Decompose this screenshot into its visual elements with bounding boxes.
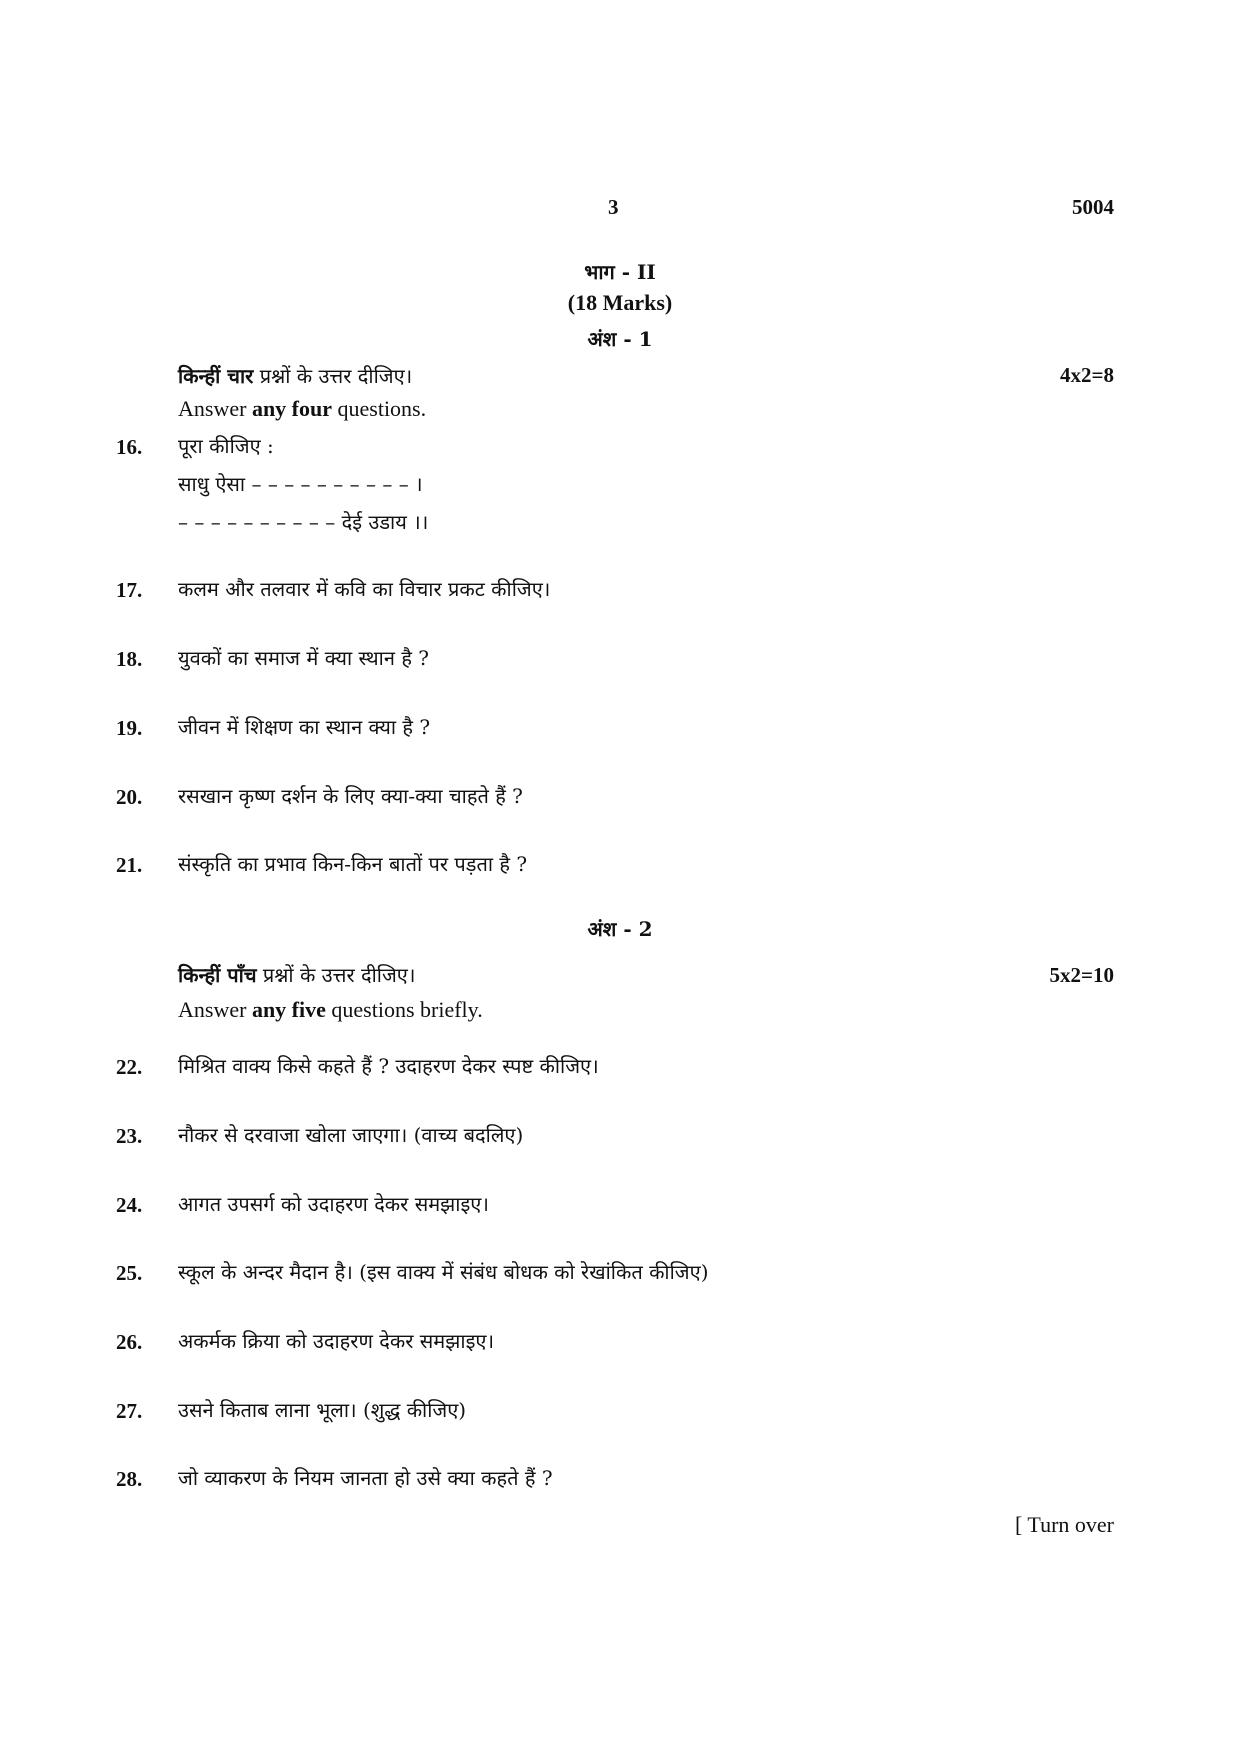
section2-instruction-en-bold: any five	[251, 997, 326, 1022]
section1-instruction-en-bold: any four	[251, 396, 332, 421]
question-text: कलम और तलवार में कवि का विचार प्रकट कीजिए।	[178, 577, 551, 601]
section2-instruction-hi	[178, 961, 415, 988]
question-number: 24.	[116, 1193, 143, 1217]
section2-instruction-hi-bold: किन्हीं पाँच	[178, 963, 257, 987]
section2-title: अंश - 2	[587, 917, 653, 941]
section1-title: अंश - 1	[587, 327, 653, 351]
question-number: 25.	[116, 1261, 143, 1285]
section1-instruction-hi-bold: किन्हीं चार	[178, 364, 254, 388]
question-number: 16.	[116, 435, 143, 459]
section1-instruction-en-pre: Answer	[178, 396, 252, 421]
question-text: स्कूल के अन्दर मैदान है। (इस वाक्य में संबंध बोधक को रेखांकित कीजिए)	[178, 1260, 709, 1284]
section2-instruction-en-pre: Answer	[178, 997, 252, 1022]
question-number: 26.	[116, 1330, 143, 1354]
question-number: 28.	[116, 1467, 143, 1491]
question-number: 17.	[116, 578, 143, 602]
question-text: जीवन में शिक्षण का स्थान क्या है ?	[178, 715, 431, 739]
question-text: आगत उपसर्ग को उदाहरण देकर समझाइए।	[178, 1192, 489, 1216]
section2-instruction-en-post: questions briefly.	[325, 997, 483, 1022]
question-text: युवकों का समाज में क्या स्थान है ?	[178, 646, 430, 670]
question-number: 20.	[116, 785, 143, 809]
section2-instruction-en	[178, 997, 483, 1023]
section1-instruction-hi	[178, 362, 412, 389]
question-text: रसखान कृष्ण दर्शन के लिए क्या-क्या चाहते हैं ?	[178, 784, 523, 808]
question-number: 27.	[116, 1399, 143, 1423]
section2-instruction-hi-rest: प्रश्नों के उत्तर दीजिए।	[256, 963, 416, 987]
q16-line1: पूरा कीजिए :	[178, 434, 274, 458]
paper-code: 5004	[1072, 195, 1114, 219]
part-title: भाग - II	[584, 260, 656, 284]
question-number: 23.	[116, 1124, 143, 1148]
section1-marks: 4x2=8	[1060, 363, 1114, 387]
page-number: 3	[608, 195, 619, 219]
q16-line3: – – – – – – – – – – देई उडाय ।।	[178, 510, 429, 534]
question-text: जो व्याकरण के नियम जानता हो उसे क्या कहते हैं ?	[178, 1466, 553, 1490]
q16-line2: साधु ऐसा – – – – – – – – – – ।	[178, 472, 423, 496]
question-text: संस्कृति का प्रभाव किन-किन बातों पर पड़ता है ?	[178, 852, 528, 876]
question-text: मिश्रित वाक्य किसे कहते हैं ? उदाहरण देकर स्पष्ट कीजिए।	[178, 1054, 599, 1078]
question-number: 22.	[116, 1055, 143, 1079]
turn-over-note: [ Turn over	[1014, 1512, 1114, 1537]
section1-instruction-hi-rest: प्रश्नों के उत्तर दीजिए।	[253, 364, 413, 388]
question-number: 18.	[116, 647, 143, 671]
question-number: 19.	[116, 716, 143, 740]
question-text: उसने किताब लाना भूला। (शुद्ध कीजिए)	[178, 1398, 467, 1422]
section1-instruction-en-post: questions.	[332, 396, 427, 421]
question-number: 21.	[116, 853, 143, 877]
part-marks: (18 Marks)	[567, 290, 673, 315]
question-text: नौकर से दरवाजा खोला जाएगा। (वाच्य बदलिए)	[178, 1123, 524, 1147]
section2-marks: 5x2=10	[1049, 963, 1114, 987]
question-text: अकर्मक क्रिया को उदाहरण देकर समझाइए।	[178, 1329, 495, 1353]
section1-instruction-en	[178, 396, 426, 422]
